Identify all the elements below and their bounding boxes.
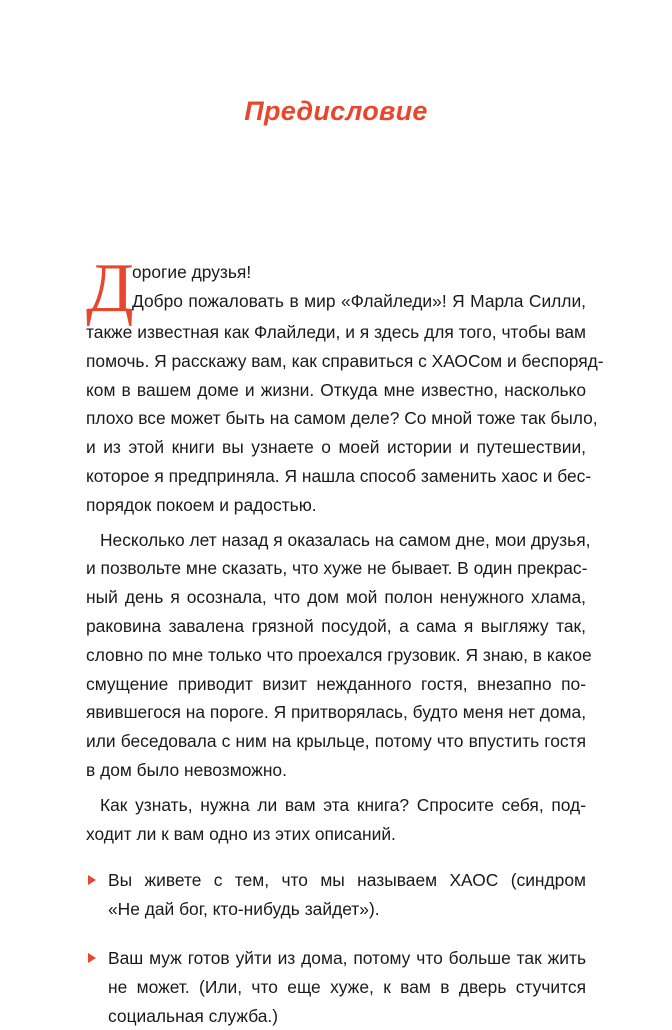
triangle-bullet-icon [88,953,96,963]
text-line: словно по мне только что проехался грузовик. Я знаю, в какое [86,644,592,665]
text-line: Как узнать, нужна ли вам эта книга? Спросите себя, под- [100,794,586,815]
chapter-title: Предисловие [244,96,428,126]
text-line: смущение приводит визит нежданного гостя, внезапно по- [86,673,586,694]
text-line: раковина завалена грязной посудой, а сама я выгляжу так, [86,615,586,636]
bullet-list [86,866,586,1030]
paragraph-two [86,526,592,785]
intro-paragraph [86,250,604,520]
text-line: и из этой книги вы узнаете о моей истории и путешествии, [86,437,586,458]
text-line: ный день я осознала, что дом мой полон ненужного хлама, [86,587,586,608]
text-line: ком в вашем доме и жизни. Откуда мне известно, насколько [86,379,586,400]
text-line: и позвольте мне сказать, что хуже не бывает. В один прекрас- [86,558,588,579]
text-line: порядок покоем и радостью. [86,494,317,515]
text-line: Несколько лет назад я оказалась на самом дне, мои друзья, [100,529,591,550]
text-line: или беседовала с ним на крыльце, потому что впустить гостя [86,731,586,752]
body-text [86,250,604,1030]
intro-second-line: Добро пожаловать в мир «Флайледи»! Я Марла Силли, [132,290,586,311]
text-line: которое я предприняла. Я нашла способ заменить хаос и бес- [86,465,592,486]
text-line: в дом было невозможно. [86,759,287,780]
text-line: социальная служба.) [108,1005,279,1026]
text-line: «Не дай бог, кто-нибудь зайдет»). [108,899,380,920]
text-line: также известная как Флайледи, и я здесь для того, чтобы вам [86,322,586,342]
text-line: не может. (Или, что еще хуже, к вам в дверь стучится [108,976,586,997]
text-line: Ваш муж готов уйти из дома, потому что больше так жить [108,947,586,968]
triangle-bullet-icon [88,875,96,885]
text-line: явившегося на пороге. Я притворялась, будто меня нет дома, [86,702,587,723]
paragraph-three [86,791,586,849]
text-line: помочь. Я расскажу вам, как справиться с ХАОСом и беспоряд- [86,350,604,371]
text-line: ходит ли к вам одно из этих описаний. [86,823,396,844]
text-line: плохо все может быть на самом деле? Со мной тоже так было, [86,408,598,429]
text-line: Вы живете с тем, что мы называем ХАОС (синдром [108,870,586,891]
bullet-item [86,866,586,924]
intro-first-line: орогие друзья! [132,262,252,282]
bullet-item [86,944,586,1030]
drop-cap-letter: Д [86,250,134,327]
